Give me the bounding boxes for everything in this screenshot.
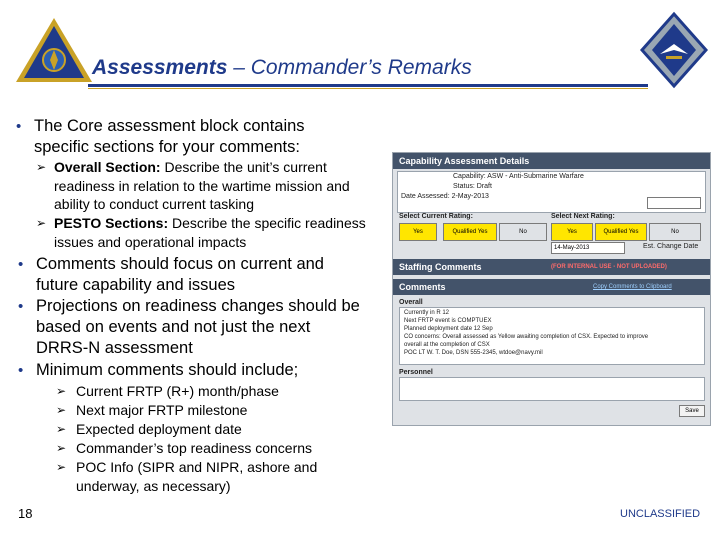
command-logo-right <box>638 10 710 90</box>
sub-bullet-frtp-phase: ➢ Current FRTP (R+) month/phase <box>56 383 279 399</box>
select-next-rating-label: Select Next Rating: <box>551 213 615 220</box>
current-rating-yes[interactable]: Yes <box>399 223 437 241</box>
sub-bullet-pesto: ➢ PESTO Sections: Describe the specific readiness issues and operational impacts <box>36 215 366 250</box>
est-change-date-label: Est. Change Date <box>643 243 699 250</box>
date-assessed-label: Date Assessed: 2-May-2013 <box>401 193 489 200</box>
current-rating-qualified-yes[interactable]: Qualified Yes <box>443 223 497 241</box>
arrow-icon: ➢ <box>56 384 67 398</box>
next-rating-yes[interactable]: Yes <box>551 223 593 241</box>
copy-to-clipboard-link[interactable]: Copy Comments to Clipboard <box>593 284 672 290</box>
arrow-icon: ➢ <box>36 160 47 174</box>
overall-label: Overall <box>399 299 423 306</box>
status-label: Status: Draft <box>453 183 492 190</box>
personnel-textarea[interactable] <box>399 377 705 401</box>
arrow-icon: ➢ <box>56 422 67 436</box>
bullet-comments-focus: • Comments should focus on current and future capability and issues <box>36 254 366 296</box>
rating-mode-dropdown[interactable] <box>647 197 701 209</box>
arrow-icon: ➢ <box>56 403 67 417</box>
bullet-projections: • Projections on readiness changes should be based on events and not just the next DRRS-N assessment <box>36 296 366 359</box>
sub-bullet-deployment-date: ➢ Expected deployment date <box>56 421 242 437</box>
sub-bullet-poc: ➢ POC Info (SIPR and NIPR, ashore and underway, as necessary) <box>56 459 318 494</box>
slide-title <box>92 56 472 80</box>
title-rule-accent <box>88 88 648 89</box>
bullet-minimum-comments: • Minimum comments should include; <box>36 360 366 381</box>
sub-bullet-overall: ➢ Overall Section: Describe the unit’s current readiness in relation to the wartime mission and ability to conduct current tasking <box>36 159 350 212</box>
personnel-label: Personnel <box>399 369 433 376</box>
arrow-icon: ➢ <box>56 460 67 474</box>
sub-bullet-frtp-milestone: ➢ Next major FRTP milestone <box>56 402 248 418</box>
capability-label: Capability: ASW - Anti-Submarine Warfare <box>453 173 584 180</box>
sub-bullet-concerns: ➢ Commander’s top readiness concerns <box>56 440 313 456</box>
title-rule <box>88 84 648 87</box>
classification-marking: UNCLASSIFIED <box>620 508 701 520</box>
arrow-icon: ➢ <box>56 441 67 455</box>
current-rating-no[interactable]: No <box>499 223 547 241</box>
page-number: 18 <box>18 506 33 521</box>
capability-assessment-screenshot <box>392 152 711 426</box>
navy-logo-left <box>14 14 94 86</box>
save-button[interactable]: Save <box>679 405 705 417</box>
next-rating-no[interactable]: No <box>649 223 701 241</box>
staffing-note: (FOR INTERNAL USE - NOT UPLOADED) <box>551 264 667 270</box>
overall-textarea[interactable]: Currently in R 12 Next FRTP event is COMPTUEX Planned deployment date 12 Sep CO concerns: Overall assessed as Yellow awaiting completion of CSX. Expected to improve overall at the completion of CSX POC LT W. T. Doe, DSN 555-2345, wtdoe@navy.mil <box>399 307 705 365</box>
panel-header: Capability Assessment Details <box>393 153 710 169</box>
next-rating-date-field[interactable]: 14-May-2013 <box>551 242 625 254</box>
staffing-comments-header: Staffing Comments (FOR INTERNAL USE - NOT UPLOADED) <box>393 259 710 275</box>
comments-header: Comments Copy Comments to Clipboard <box>393 279 710 295</box>
title-main: Assessments <box>92 56 228 79</box>
title-rest: – Commander’s Remarks <box>227 56 472 79</box>
select-current-rating-label: Select Current Rating: <box>399 213 473 220</box>
arrow-icon: ➢ <box>36 216 47 230</box>
next-rating-qualified-yes[interactable]: Qualified Yes <box>595 223 647 241</box>
bullet-core-assessment: • The Core assessment block contains specific sections for your comments: <box>34 116 364 158</box>
